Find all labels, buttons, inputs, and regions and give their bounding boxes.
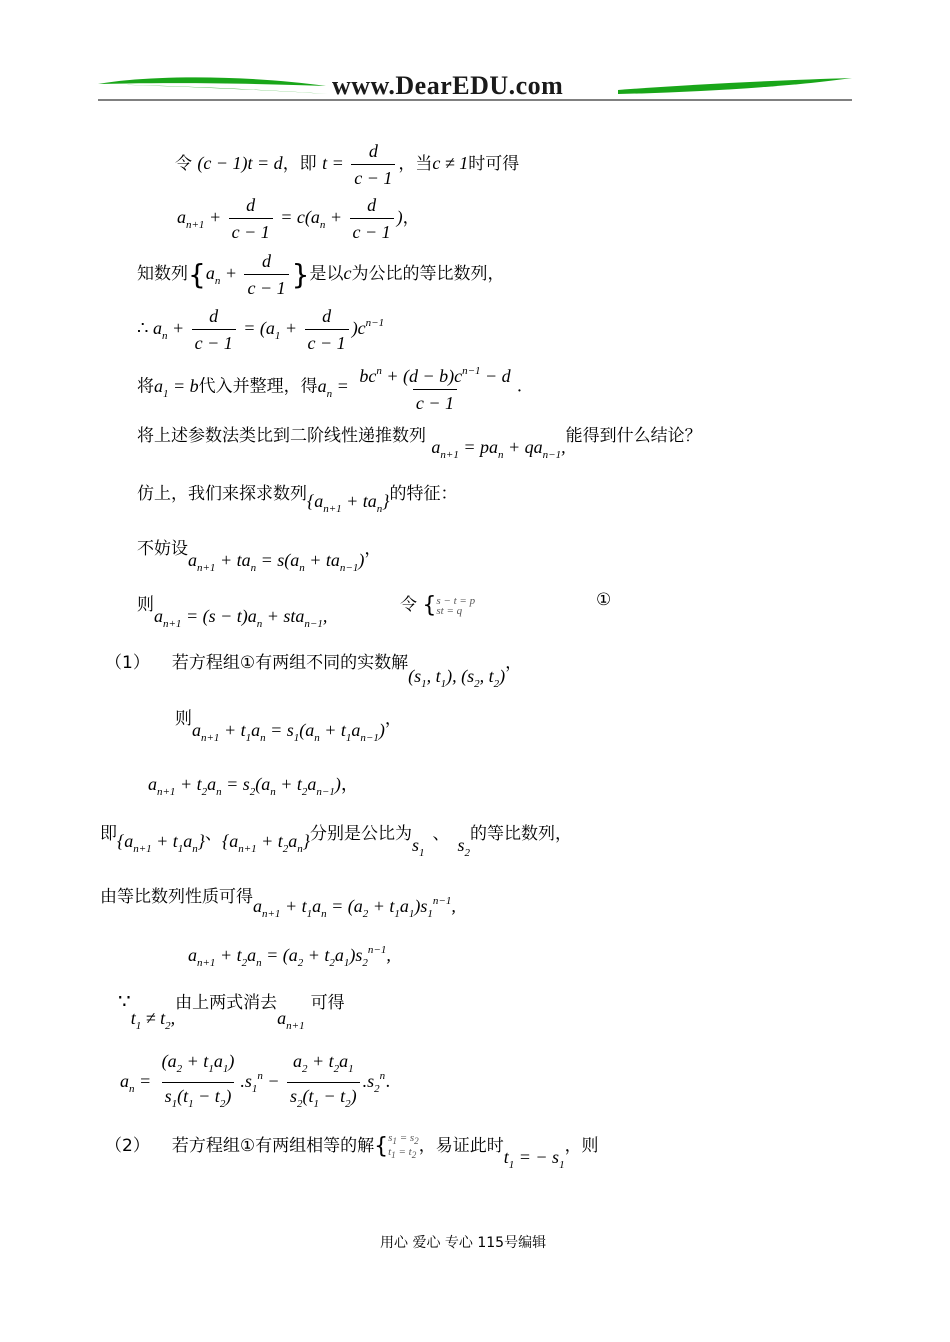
text-comma-5: ， — [340, 774, 359, 794]
eq-line-6: 将上述参数法类比到二阶线性递推数列 $a_{n+1} = pa_n + qa_{n-1}$,能得到什么结论？ — [137, 426, 702, 461]
case-1-geometric: 即$\{a_{n+1} + t_1a_n\}$、$\{a_{n+1} + t_2a_n\}$分别是公比为$s_1$、$s_2$的等比数列， — [100, 824, 573, 859]
text-shi-ke-de: 时可得 — [468, 154, 520, 174]
case-1-result: $a_n$ = $\frac{(a_2 + t_1a_1)}{s_1(t_1 - t_2)}$ $.s_1^n$ − $\frac{a_2 + t_2a_1}{s_2(t_1 - t_2)}$ $.s_2^n$. — [120, 1050, 391, 1115]
text-analog: 将上述参数法类比到二阶线性递推数列 — [137, 426, 426, 446]
text-ke-de: 可得 — [310, 993, 345, 1013]
header-logo — [96, 62, 854, 106]
text-you-deng-bi: 由等比数列性质可得 — [100, 887, 253, 907]
text-comma-1: ， — [402, 208, 420, 228]
text-fang-shang: 仿上，我们来探求数列 — [137, 484, 307, 504]
text-neng-de: 能得到什么结论？ — [565, 426, 702, 446]
case-2-number: （2） — [105, 1136, 150, 1156]
text-ze-2: 则 — [175, 709, 192, 729]
text-ling: 令 — [175, 154, 192, 174]
text-de-deng-bi: 的等比数列， — [470, 824, 573, 844]
case-2-line: （2） 若方程组①有两组相等的解{ $s_1 = s_2$ $t_1 = t_2$ ，易证此时$t_1$ = − $s_1$，则 — [105, 1132, 599, 1171]
text-you-shang: 由上两式消去 — [175, 993, 278, 1013]
text-ze: 则 — [137, 595, 154, 615]
text-dai-ru: 代入并整理，得 — [198, 376, 318, 397]
text-de-tezheng: 的特征： — [389, 484, 458, 504]
eq-line-3: 知数列{$a_n$ + $\frac{d}{c - 1}$ }是以c为公比的等比数列， — [137, 251, 505, 298]
text-period-2: . — [385, 1072, 391, 1092]
case-1-because: $\because t_1 \ne t_2$,由上两式消去$a_{n+1}$可得 — [118, 989, 345, 1032]
text-wei-gong-bi: 为公比的等比数列， — [351, 264, 505, 284]
case-1-property-2: $a_{n+1} + t_2a_n = (a_2 + t_2a_1)s_2^{n-1}$, — [188, 944, 391, 969]
text-dang: ，当 — [398, 154, 433, 174]
eq-line-7: 仿上，我们来探求数列$\{a_{n+1} + ta_n\}$的特征： — [137, 484, 458, 515]
text-dun-2: 、 — [432, 824, 450, 844]
case-1-eq-b: $a_{n+1} + t_2a_n = s_2(a_n + t_2a_{n-1})$， — [148, 774, 359, 798]
text-comma-2: ， — [364, 539, 382, 559]
text-shi-yi: 是以 — [309, 264, 344, 284]
text-ling-2: 令 — [400, 595, 417, 615]
text-ji: 即 — [100, 824, 117, 844]
eq-line-1: 令 (c − 1)t = d，即 t = $\frac{d}{c - 1}$ ，当c ≠ 1时可得 — [175, 141, 520, 188]
site-logo-text: www.DearEDU.com — [332, 71, 564, 100]
eq-line-5: 将$a_1 = b$代入并整理，得$a_n$ = $\frac{bc^n + (d - b)c^{n-1} - d}{c - 1}$ . — [137, 365, 523, 413]
eq-line-9-system: 令 { s − t = p st = q — [400, 592, 476, 618]
text-because: ∵ — [118, 989, 131, 1013]
equation-number-1: ① — [596, 590, 612, 610]
text-dun: 、 — [205, 824, 222, 844]
case-1-number: （1） — [105, 653, 150, 673]
eq-line-8: 不妨设$a_{n+1} + ta_n = s(a_n + ta_{n-1})$， — [137, 539, 382, 574]
eq-line-4: ∴ $a_n$ + $\frac{d}{c - 1}$ = ($a_1$ + $\frac{d}{c - 1}$ )$c^{n-1}$ — [137, 306, 385, 353]
case-1-eq-a: 则$a_{n+1} + t_1a_n = s_1(a_n + t_1a_{n-1})$， — [175, 709, 402, 744]
page-footer: 用心 爱心 专心 115号编辑 — [380, 1235, 547, 1251]
eq-line-9: 则$a_{n+1} = (s - t)a_n + sta_{n-1}$, — [137, 595, 328, 630]
case-1-line: （1） 若方程组①有两组不同的实数解($s_1$, $t_1$), ($s_2$, $t_2$)， — [105, 653, 523, 690]
text-zhi-shu-lie: 知数列 — [137, 264, 188, 284]
text-ze-3: ，则 — [564, 1136, 599, 1156]
case-2-text: 若方程组①有两组相等的解 — [171, 1136, 375, 1156]
text-comma-4: ， — [384, 709, 402, 729]
text-jiang: 将 — [137, 376, 154, 397]
case-1-text: 若方程组①有两组不同的实数解 — [171, 653, 409, 673]
text-yi-zheng: ，易证此时 — [418, 1136, 504, 1156]
eq-line-2: $a_{n+1}$ + $\frac{d}{c - 1}$ = $c(a_n$ + $\frac{d}{c - 1}$ )， — [177, 195, 420, 242]
text-comma-3: ， — [505, 653, 523, 673]
text-ji-t: ，即 — [282, 154, 317, 174]
text-fen-bie: 分别是公比为 — [310, 824, 412, 844]
text-period-1: . — [516, 376, 523, 397]
case-1-property: 由等比数列性质可得$a_{n+1} + t_1a_n = (a_2 + t_1a_1)s_1^{n-1}$, — [100, 887, 456, 920]
text-bu-fang-she: 不妨设 — [137, 539, 188, 559]
